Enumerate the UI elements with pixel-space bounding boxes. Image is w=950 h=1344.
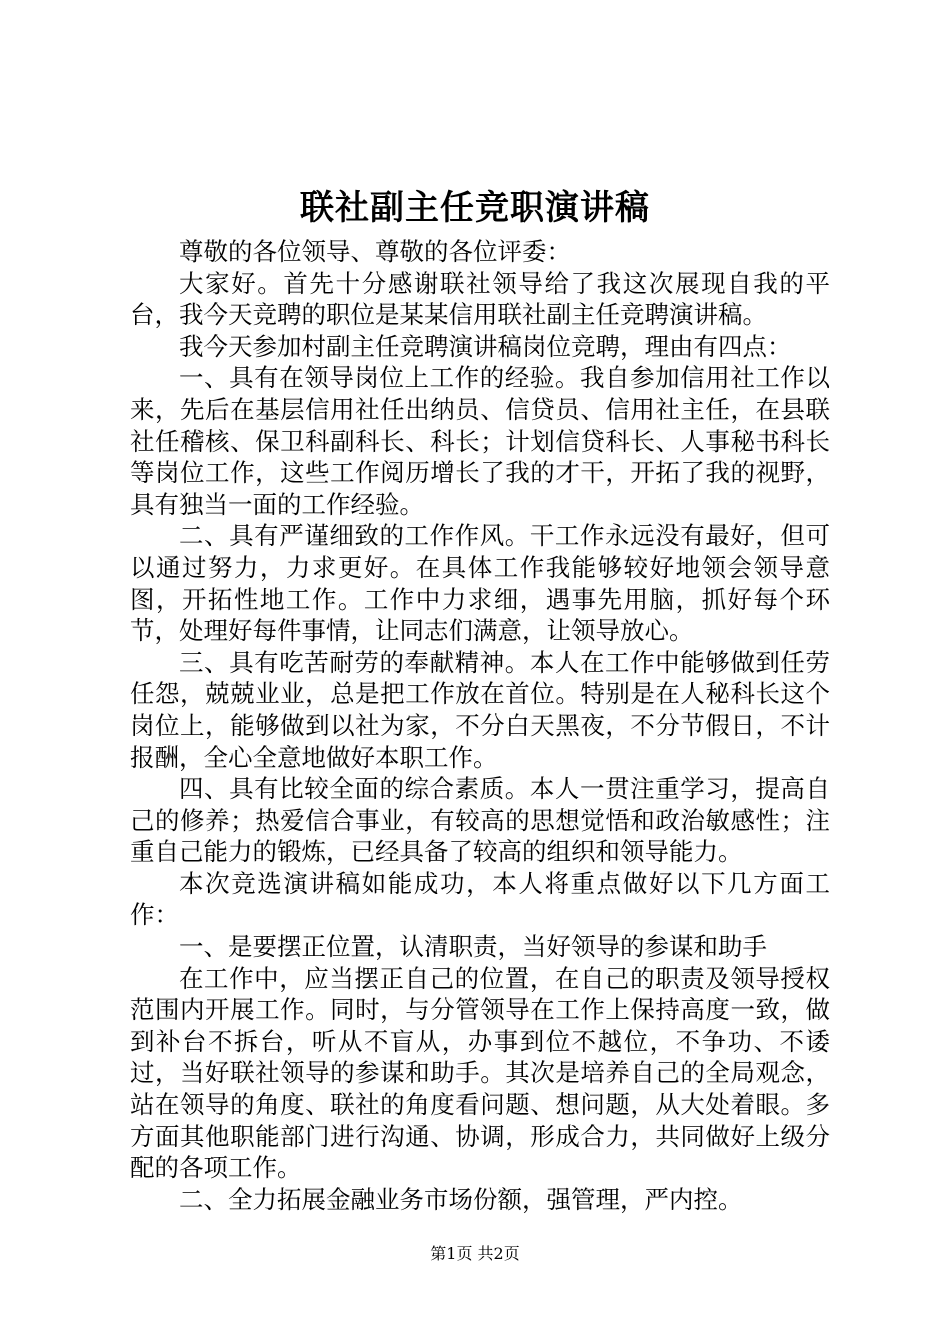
paragraph-plan-2-heading: 二、全力拓展金融业务市场份额，强管理，严内控。 (179, 1184, 743, 1214)
paragraph-reason-4: 四、具有比较全面的综合素质。本人一贯注重学习，提高自己的修养；热爱信合事业，有较高的思想觉悟和政治敏感性；注重自己能力的锻炼，已经具备了较高的组织和领导能力。 (130, 774, 830, 867)
paragraph-reason-3: 三、具有吃苦耐劳的奉献精神。本人在工作中能够做到任劳任怨，兢兢业业，总是把工作放在首位。特别是在人秘科长这个岗位上，能够做到以社为家，不分白天黑夜，不分节假日，不计报酬，全心全意地做好本职工作。 (130, 647, 830, 772)
paragraph-salutation: 尊敬的各位领导、尊敬的各位评委： (179, 237, 571, 266)
paragraph-plan-1-heading: 一、是要摆正位置，认清职责，当好领导的参谋和助手 (179, 932, 767, 962)
document-body (130, 236, 830, 1215)
paragraph-greeting: 大家好。首先十分感谢联社领导给了我这次展现自我的平台，我今天竞聘的职位是某某信用联社副主任竞聘演讲稿。 (130, 268, 830, 330)
document-title: 联社副主任竞职演讲稿 (300, 188, 650, 228)
paragraph-reasons-intro: 我今天参加村副主任竞聘演讲稿岗位竞聘，理由有四点： (179, 331, 792, 361)
paragraph-plan-1-body: 在工作中，应当摆正自己的位置，在自己的职责及领导授权范围内开展工作。同时，与分管领导在工作上保持高度一致，做到补台不拆台，听从不盲从，办事到位不越位，不争功、不诿过，当好联社领导的参谋和助手。其次是培养自己的全局观念，站在领导的角度、联社的角度看问题、想问题，从大处着眼。多方面其他职能部门进行沟通、协调，形成合力，共同做好上级分配的各项工作。 (130, 963, 830, 1183)
paragraph-reason-1: 一、具有在领导岗位上工作的经验。我自参加信用社工作以来，先后在基层信用社任出纳员、信贷员、信用社主任，在县联社任稽核、保卫科副科长、科长；计划信贷科长、人事秘书科长等岗位工作，这些工作阅历增长了我的才干，开拓了我的视野，具有独当一面的工作经验。 (130, 363, 830, 519)
page-number-footer: 第1页 共2页 (430, 1244, 520, 1263)
paragraph-reason-2: 二、具有严谨细致的工作作风。干工作永远没有最好，但可以通过努力，力求更好。在具体工作我能够较好地领会领导意图，开拓性地工作。工作中力求细，遇事先用脑，抓好每个环节，处理好每件事情，让同志们满意，让领导放心。 (130, 521, 830, 646)
paragraph-plans-intro: 本次竞选演讲稿如能成功，本人将重点做好以下几方面工作： (130, 868, 830, 930)
